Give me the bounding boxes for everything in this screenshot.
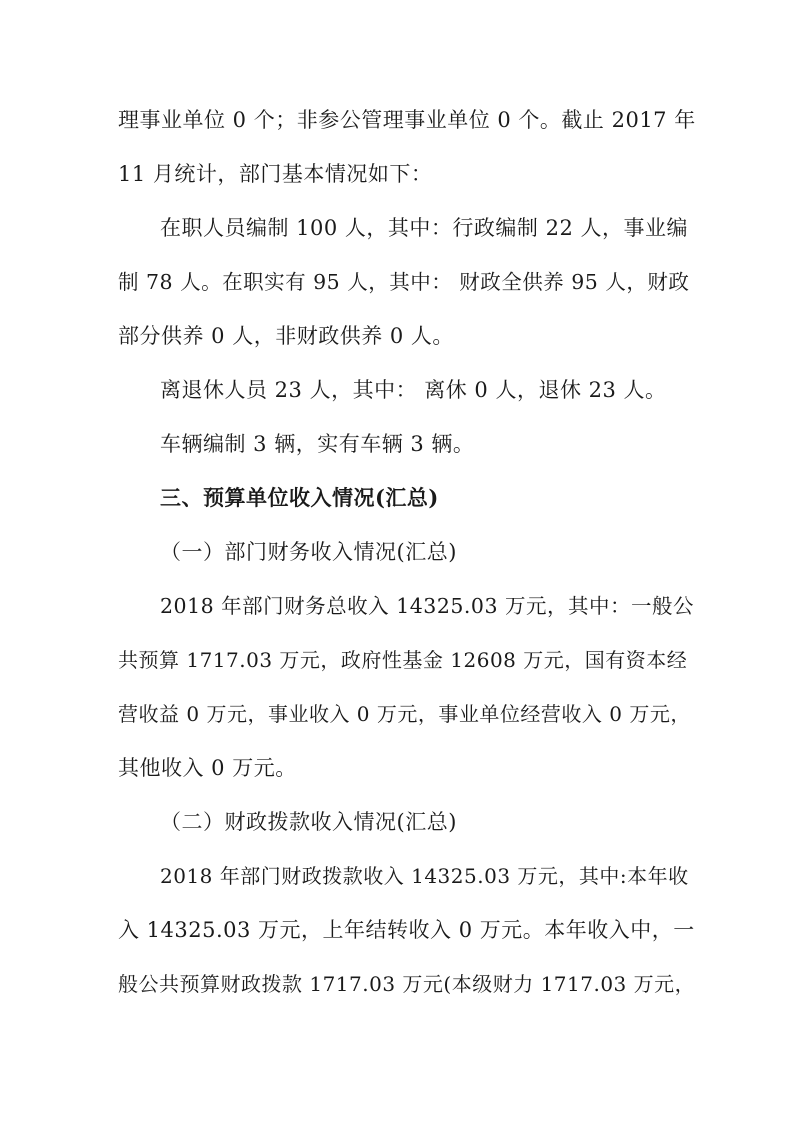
paragraph-line: 2018 年部门财务总收入 14325.03 万元，其中：一般公 xyxy=(160,594,695,618)
paragraph-line: 部分供养 0 人，非财政供养 0 人。 xyxy=(118,324,454,348)
section-heading: 三、预算单位收入情况(汇总) xyxy=(160,485,439,510)
paragraph-line: 在职人员编制 100 人，其中：行政编制 22 人，事业编 xyxy=(160,216,689,240)
paragraph-line: 11 月统计，部门基本情况如下： xyxy=(118,162,433,186)
paragraph-line: 入 14325.03 万元，上年结转收入 0 万元。本年收入中，一 xyxy=(118,918,695,942)
paragraph-line: 车辆编制 3 辆，实有车辆 3 辆。 xyxy=(160,432,475,456)
paragraph-line: 理事业单位 0 个；非参公管理事业单位 0 个。截止 2017 年 xyxy=(118,108,696,132)
paragraph-line: 共预算 1717.03 万元，政府性基金 12608 万元，国有资本经 xyxy=(118,648,688,672)
paragraph-line: 2018 年部门财政拨款收入 14325.03 万元，其中:本年收 xyxy=(160,864,689,888)
paragraph-line: 其他收入 0 万元。 xyxy=(118,756,297,780)
paragraph-line: 般公共预算财政拨款 1717.03 万元(本级财力 1717.03 万元， xyxy=(118,972,696,996)
paragraph-line: 营收益 0 万元，事业收入 0 万元，事业单位经营收入 0 万元， xyxy=(118,702,691,726)
paragraph-line: 制 78 人。在职实有 95 人，其中： 财政全供养 95 人，财政 xyxy=(118,270,690,294)
subsection-heading: （二）财政拨款收入情况(汇总) xyxy=(160,810,457,834)
subsection-heading: （一）部门财务收入情况(汇总) xyxy=(160,540,457,564)
paragraph-line: 离退休人员 23 人，其中： 离休 0 人，退休 23 人。 xyxy=(160,378,667,402)
